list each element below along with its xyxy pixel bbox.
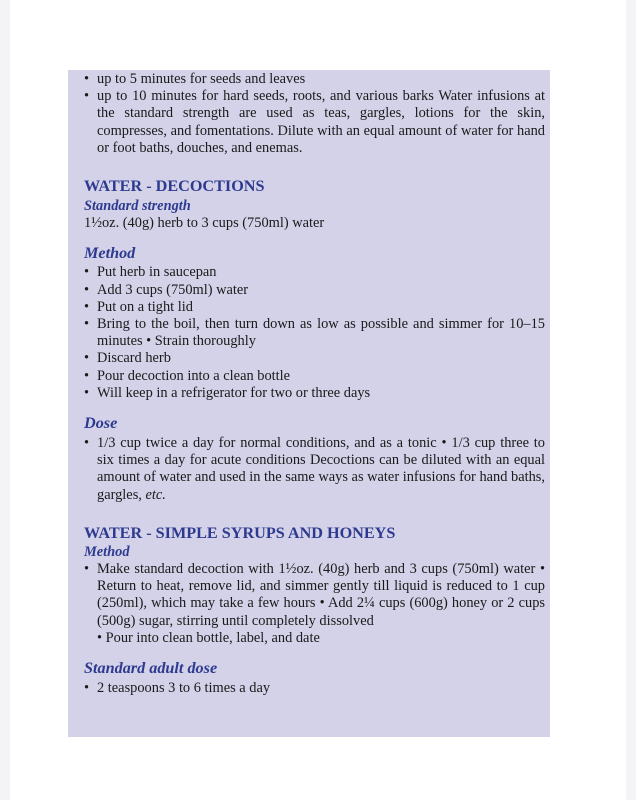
list-item [84, 561, 545, 647]
decoction-method-list [84, 264, 545, 402]
syrup-method-last-step: • Pour into clean bottle, label, and date [97, 629, 320, 646]
list-item: • Discard herb [84, 350, 545, 367]
dose-etc: etc. [145, 486, 166, 503]
dose-list [84, 435, 545, 504]
standard-strength-text: 1½oz. (40g) herb to 3 cups (750ml) water [84, 215, 325, 232]
list-item: • up to 5 minutes for seeds and leaves [84, 71, 545, 88]
intro-steep-times-list [84, 71, 545, 157]
list-item: • 2 teaspoons 3 to 6 times a day [84, 680, 545, 697]
dose-text: 1/3 cup twice a day for normal conditions, and as a tonic • 1/3 cup three to six times a day for acute conditions Decoctions can be diluted with an equal amount of water and used in the same ways as water infusions for hand baths, gargles, [97, 435, 545, 503]
syrup-method-list [84, 561, 545, 647]
dose-heading: Dose [84, 414, 118, 433]
list-item: • Put on a tight lid [84, 299, 545, 316]
section-heading-syrups: WATER - SIMPLE SYRUPS AND HONEYS [84, 523, 396, 542]
syrup-method-label: Method [84, 543, 130, 560]
list-item [84, 435, 545, 504]
syrup-method-text: Make standard decoction with 1½oz. (40g) herb and 3 cups (750ml) water • Return to heat, remove lid, and simmer gently till liquid is reduced to 1 cup (250ml), which may take a few hours • Add 2¼ cups (600g) honey or 2 cups (500g) sugar, stirring until completely dissolved [97, 561, 545, 629]
method-heading: Method [84, 244, 136, 263]
list-item: • Bring to the boil, then turn down as low as possible and simmer for 10–15 minutes • Strain thoroughly [84, 316, 545, 350]
adult-dose-list [84, 680, 545, 697]
standard-adult-dose-heading: Standard adult dose [84, 659, 218, 678]
list-item: • up to 10 minutes for hard seeds, roots, and various barks Water infusions at the standard strength are used as teas, gargles, lotions for the skin, compresses, and fomentations. Dilute with an equal amount of water for hand or foot baths, douches, and enemas. [84, 88, 545, 157]
section-heading-decoctions: WATER - DECOCTIONS [84, 177, 265, 196]
list-item: • Will keep in a refrigerator for two or three days [84, 385, 545, 402]
list-item: • Pour decoction into a clean bottle [84, 368, 545, 385]
list-item: • Add 3 cups (750ml) water [84, 282, 545, 299]
list-item: • Put herb in saucepan [84, 264, 545, 281]
panel-content [84, 71, 545, 697]
standard-strength-label: Standard strength [84, 198, 191, 215]
